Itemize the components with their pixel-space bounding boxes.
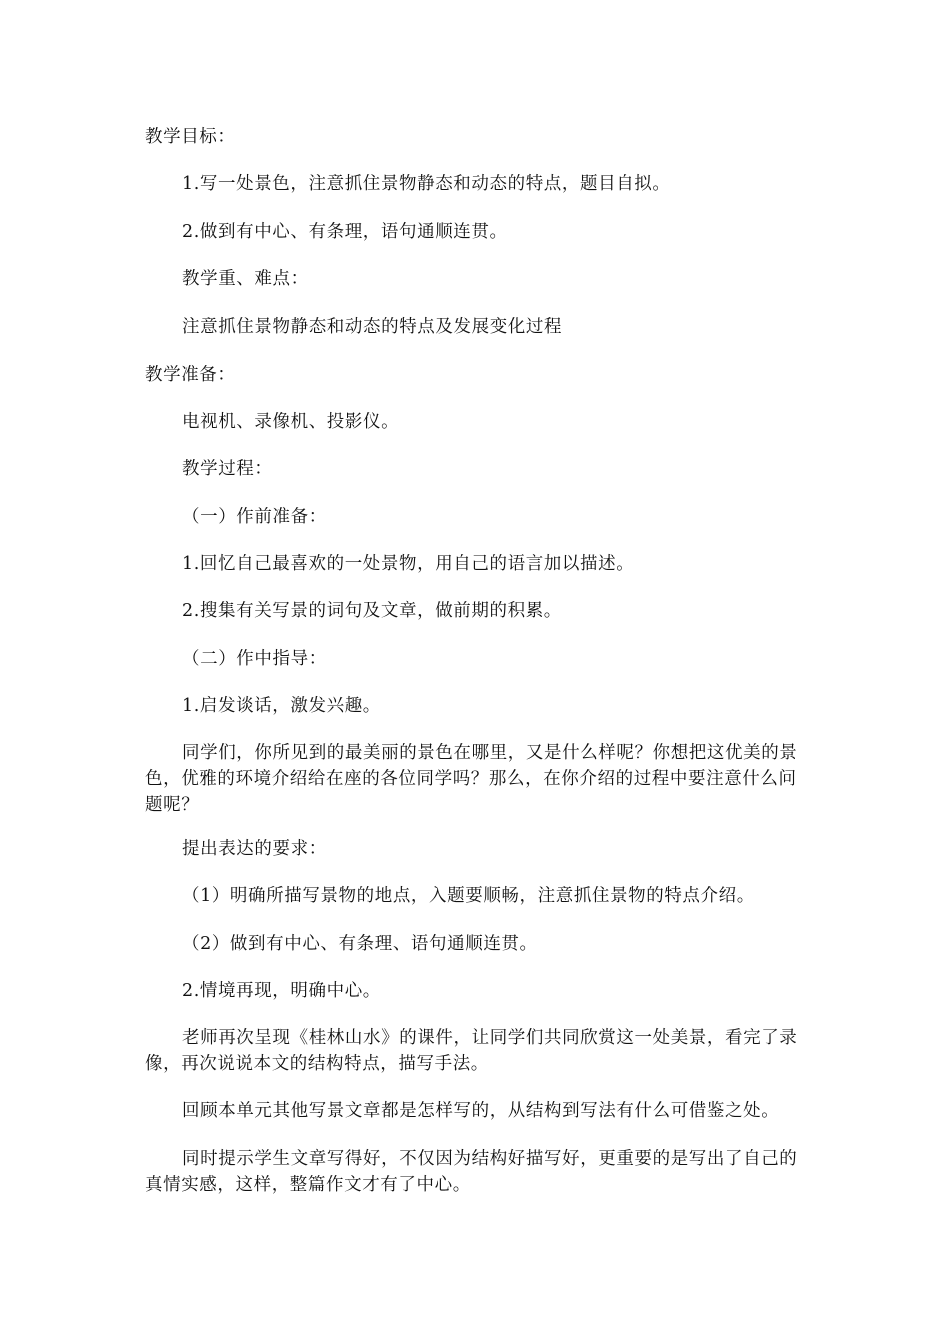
section-pre-writing: （一）作前准备： [182,507,327,527]
key-points-text: 注意抓住景物静态和动态的特点及发展变化过程 [182,317,563,337]
guidance-paragraph-emotion: 同时提示学生文章写得好，不仅因为结构好描写好，更重要的是写出了自己的真情实感，这样，整篇作文才有了中心。 [145,1149,798,1195]
guidance-paragraph-review: 回顾本单元其他写景文章都是怎样写的，从结构到写法有什么可借鉴之处。 [182,1101,780,1121]
goal-item-1: 1.写一处景色，注意抓住景物静态和动态的特点，题目自拟。 [182,174,671,194]
heading-preparation: 教学准备： [145,365,236,385]
heading-key-points: 教学重、难点： [182,269,309,289]
guidance-item-2: 2.情境再现，明确中心。 [182,981,381,1001]
guidance-paragraph-intro: 同学们，你所见到的最美丽的景色在哪里，又是什么样呢？你想把这优美的景色，优雅的环境介绍给在座的各位同学吗？那么，在你介绍的过程中要注意什么问题呢？ [145,743,798,815]
guidance-item-1: 1.启发谈话，激发兴趣。 [182,696,381,716]
preparation-text: 电视机、录像机、投影仪。 [182,412,400,432]
heading-teaching-goals: 教学目标： [145,127,236,147]
heading-teaching-process: 教学过程： [182,459,273,479]
goal-item-2: 2.做到有中心、有条理，语句通顺连贯。 [182,222,508,242]
guidance-paragraph-guilin: 老师再次呈现《桂林山水》的课件，让同学们共同欣赏这一处美景，看完了录像，再次说说本文的结构特点，描写手法。 [145,1028,798,1074]
requirement-item-1: （1）明确所描写景物的地点，入题要顺畅，注意抓住景物的特点介绍。 [182,886,755,906]
section-writing-guidance: （二）作中指导： [182,649,327,669]
pre-writing-item-2: 2.搜集有关写景的词句及文章，做前期的积累。 [182,601,562,621]
requirement-item-2: （2）做到有中心、有条理、语句通顺连贯。 [182,934,538,954]
heading-requirements: 提出表达的要求： [182,839,327,859]
pre-writing-item-1: 1.回忆自己最喜欢的一处景物，用自己的语言加以描述。 [182,554,635,574]
